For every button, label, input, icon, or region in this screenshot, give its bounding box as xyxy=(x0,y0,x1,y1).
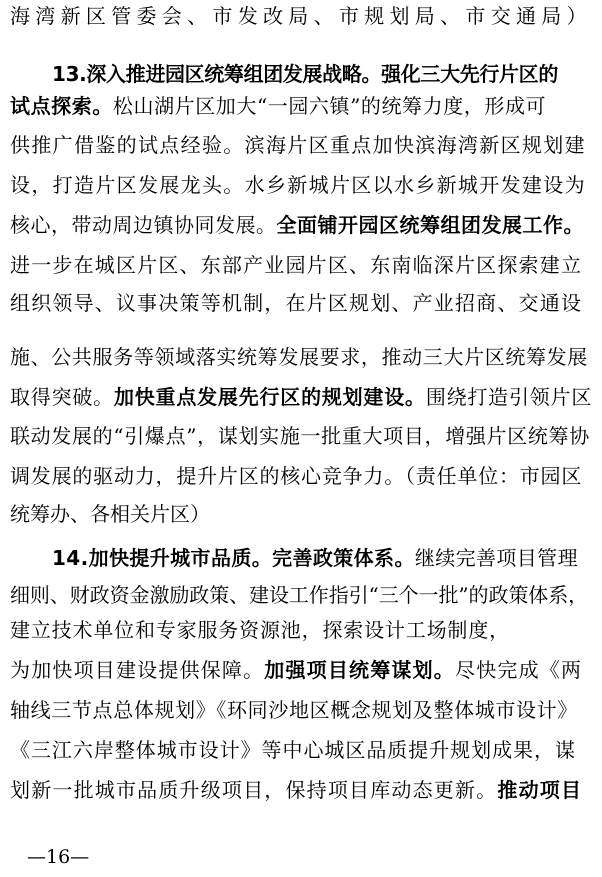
text-line xyxy=(10,617,510,643)
body-text: 继续完善项目管理 xyxy=(414,546,578,570)
text-line xyxy=(10,777,582,803)
text-line xyxy=(52,61,558,87)
body-text: 进一步在城区片区、东部产业园片区、东南临深片区探索建立 xyxy=(10,253,583,277)
page-number: —16— xyxy=(27,846,90,868)
text-line xyxy=(10,384,592,410)
body-text: 尽快完成《两 xyxy=(455,658,583,682)
text-line xyxy=(10,463,582,489)
body-text: 松山湖片区加大“一园六镇”的统筹力度，形成可 xyxy=(112,94,547,118)
text-line xyxy=(10,93,546,119)
body-text: 建立技术单位和专家服务资源池，探索设计工场制度， xyxy=(10,618,510,642)
body-text: 取得突破。 xyxy=(10,385,114,409)
body-text: 细则、财政资金激励政策、建设工作指引“三个一批”的政策体系， xyxy=(10,583,589,607)
text-line xyxy=(52,545,578,571)
body-text: 围绕打造引领片区 xyxy=(425,385,593,409)
bold-text: 13.深入推进园区统筹组团发展战略。强化三大先行片区的 xyxy=(52,62,558,86)
body-text: 为加快项目建设提供保障。 xyxy=(10,658,265,682)
bold-text: 全面铺开园区统筹组团发展工作。 xyxy=(276,213,584,237)
bold-text: 试点探索。 xyxy=(10,94,113,118)
text-line xyxy=(10,172,586,198)
text-line xyxy=(10,252,582,278)
bold-text: 加快重点发展先行区的规划建设。 xyxy=(113,385,426,409)
body-text: 供推广借鉴的试点经验。滨海片区重点加快滨海湾新区规划建 xyxy=(10,133,586,157)
body-text: 划新一批城市品质升级项目，保持项目库动态更新。 xyxy=(10,778,498,802)
text-line xyxy=(10,212,584,238)
text-line xyxy=(10,582,588,608)
text-line xyxy=(10,132,586,158)
text-line xyxy=(10,423,590,449)
body-text: 统筹办、各相关片区） xyxy=(10,502,210,526)
text-line xyxy=(10,737,576,763)
text-line xyxy=(10,501,210,527)
body-text: 调发展的驱动力，提升片区的核心竞争力。（责任单位：市园区 xyxy=(10,464,583,488)
body-text: 设，打造片区发展龙头。水乡新城片区以水乡新城开发建设为 xyxy=(10,173,586,197)
body-text: 海湾新区管委会、市发改局、市规划局、市交通局） xyxy=(10,4,592,28)
bold-text: 推动项目 xyxy=(497,778,583,802)
text-line xyxy=(10,290,582,316)
bold-text: 14.加快提升城市品质。完善政策体系。 xyxy=(52,546,415,570)
body-text: 《三江六岸整体城市设计》等中心城区品质提升规划成果，谋 xyxy=(10,738,576,762)
text-line xyxy=(10,3,592,29)
bold-text: 加强项目统筹谋划。 xyxy=(264,658,455,682)
body-text: 联动发展的“引爆点”，谋划实施一批重大项目，增强片区统筹协 xyxy=(10,424,590,448)
body-text: 施、公共服务等领域落实统筹发展要求，推动三大片区统筹发展 xyxy=(10,345,588,369)
text-line xyxy=(10,697,578,723)
body-text: 轴线三节点总体规划》《环同沙地区概念规划及整体城市设计》 xyxy=(10,698,578,722)
text-line xyxy=(10,657,582,683)
text-line xyxy=(10,344,588,370)
body-text: 核心，带动周边镇协同发展。 xyxy=(10,213,277,237)
body-text: 组织领导、议事决策等机制，在片区规划、产业招商、交通设 xyxy=(10,291,583,315)
